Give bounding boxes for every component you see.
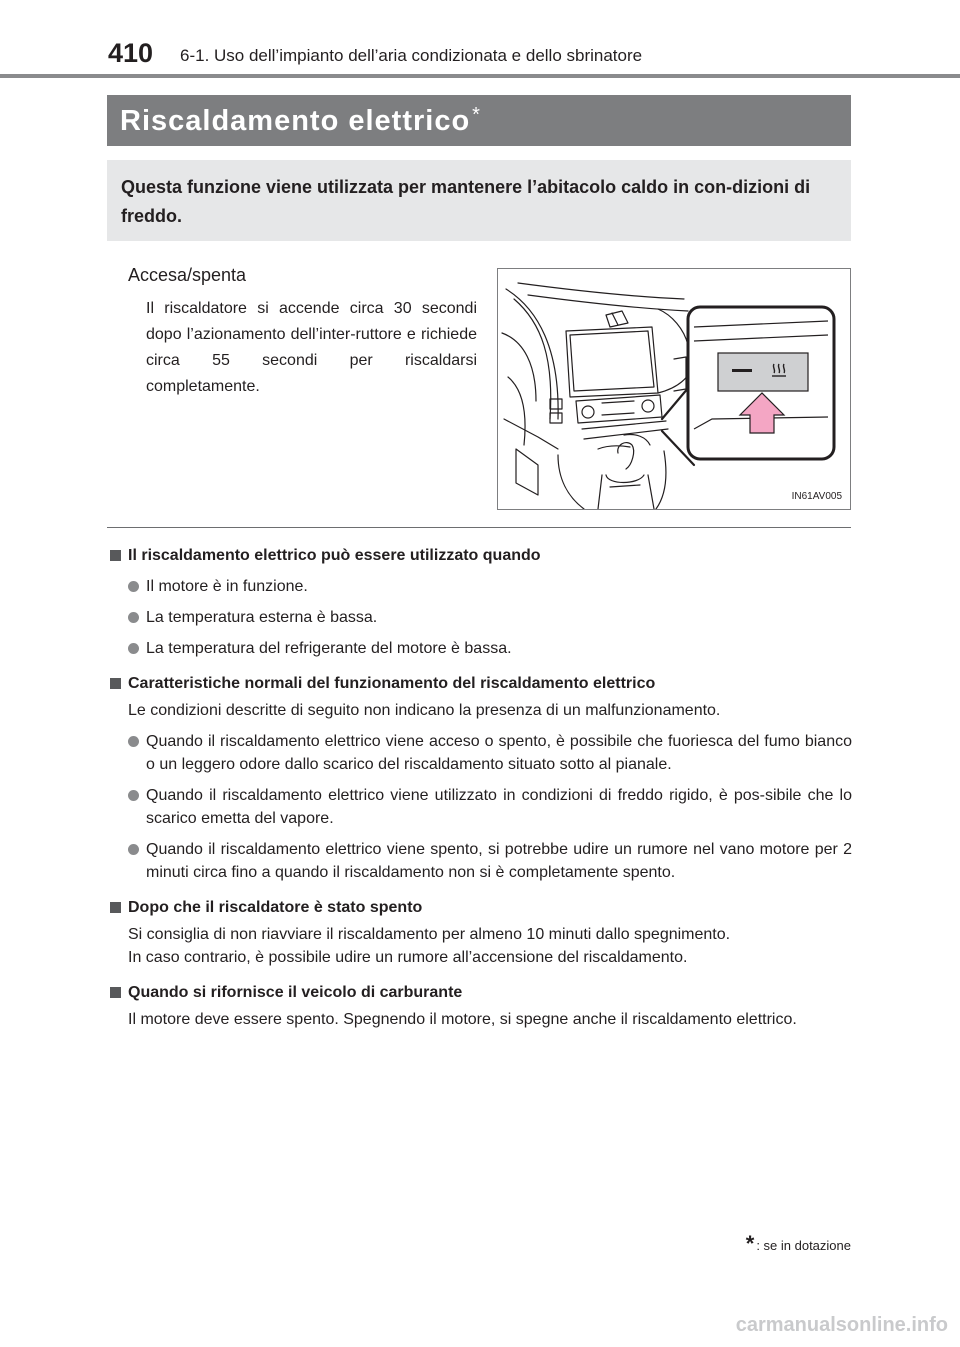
watermark[interactable]: carmanualsonline.info bbox=[735, 1314, 948, 1336]
note-body: Le condizioni descritte di seguito non indicano la presenza di un malfunzionamento. bbox=[128, 702, 721, 719]
round-bullet-icon bbox=[128, 844, 139, 855]
section-divider bbox=[107, 527, 851, 528]
intro-box bbox=[107, 160, 851, 241]
chapter-title: 6-1. Uso dell’impianto dell’aria condizionata e dello sbrinatore bbox=[180, 46, 643, 65]
list-item: La temperatura esterna è bassa. bbox=[108, 606, 852, 629]
dashboard-drawing bbox=[498, 269, 850, 509]
square-bullet-icon bbox=[110, 987, 121, 998]
round-bullet-icon bbox=[128, 643, 139, 654]
list-item: Quando il riscaldamento elettrico viene acceso o spento, è possibile che fuoriesca del fumo bianco o un leggero odore dallo scarico del riscaldamento situato sotto al pianale. bbox=[108, 730, 852, 776]
on-off-heading: Accesa/spenta bbox=[128, 265, 247, 285]
notes-section bbox=[108, 540, 852, 1031]
on-off-description: Il riscaldatore si accende circa 30 secondi dopo l’azionamento dell’inter-ruttore e richiede circa 55 secondi per riscaldarsi completamente. bbox=[146, 300, 477, 395]
page-header bbox=[0, 0, 960, 80]
footnote-star: * bbox=[745, 1230, 755, 1256]
list-item: La temperatura del refrigerante del motore è bassa. bbox=[108, 637, 852, 660]
square-bullet-icon bbox=[110, 902, 121, 913]
note-body bbox=[108, 923, 852, 969]
footnote bbox=[745, 1230, 851, 1256]
note-body: Il motore deve essere spento. Spegnendo il motore, si spegne anche il riscaldamento elettrico. bbox=[128, 1011, 797, 1028]
list-item: Quando il riscaldamento elettrico viene spento, si potrebbe udire un rumore nel vano motore per 2 minuti circa fino a quando il riscaldamento non si è completamente spento. bbox=[108, 838, 852, 884]
intro-text: Questa funzione viene utilizzata per mantenere l’abitacolo caldo in con-dizioni di freddo. bbox=[121, 177, 811, 226]
round-bullet-icon bbox=[128, 581, 139, 592]
note-heading: Il riscaldamento elettrico può essere utilizzato quando bbox=[108, 544, 852, 567]
round-bullet-icon bbox=[128, 790, 139, 801]
section-title bbox=[120, 103, 481, 139]
page-number: 410 bbox=[108, 38, 154, 68]
note-heading: Quando si rifornisce il veicolo di carburante bbox=[108, 981, 852, 1004]
section-title-bar bbox=[107, 95, 851, 146]
figure-code: IN61AV005 bbox=[791, 491, 842, 502]
section-title-text: Riscaldamento elettrico bbox=[120, 105, 471, 137]
optional-equipment-star: * bbox=[472, 104, 481, 126]
square-bullet-icon bbox=[110, 550, 121, 561]
dashboard-illustration bbox=[497, 268, 851, 510]
round-bullet-icon bbox=[128, 736, 139, 747]
note-heading: Dopo che il riscaldatore è stato spento bbox=[108, 896, 852, 919]
note-heading: Caratteristiche normali del funzionamento del riscaldamento elettrico bbox=[108, 672, 852, 695]
footnote-text: : se in dotazione bbox=[756, 1238, 851, 1253]
list-item: Il motore è in funzione. bbox=[108, 575, 852, 598]
note-line: Si consiglia di non riavviare il riscaldamento per almeno 10 minuti dallo spegnimento. bbox=[128, 926, 731, 943]
list-item: Quando il riscaldamento elettrico viene utilizzato in condizioni di freddo rigido, è pos-sibile che lo scarico emetta del vapore. bbox=[108, 784, 852, 830]
header-divider bbox=[0, 74, 960, 78]
square-bullet-icon bbox=[110, 678, 121, 689]
round-bullet-icon bbox=[128, 612, 139, 623]
note-line: In caso contrario, è possibile udire un rumore all’accensione del riscaldamento. bbox=[128, 949, 688, 966]
